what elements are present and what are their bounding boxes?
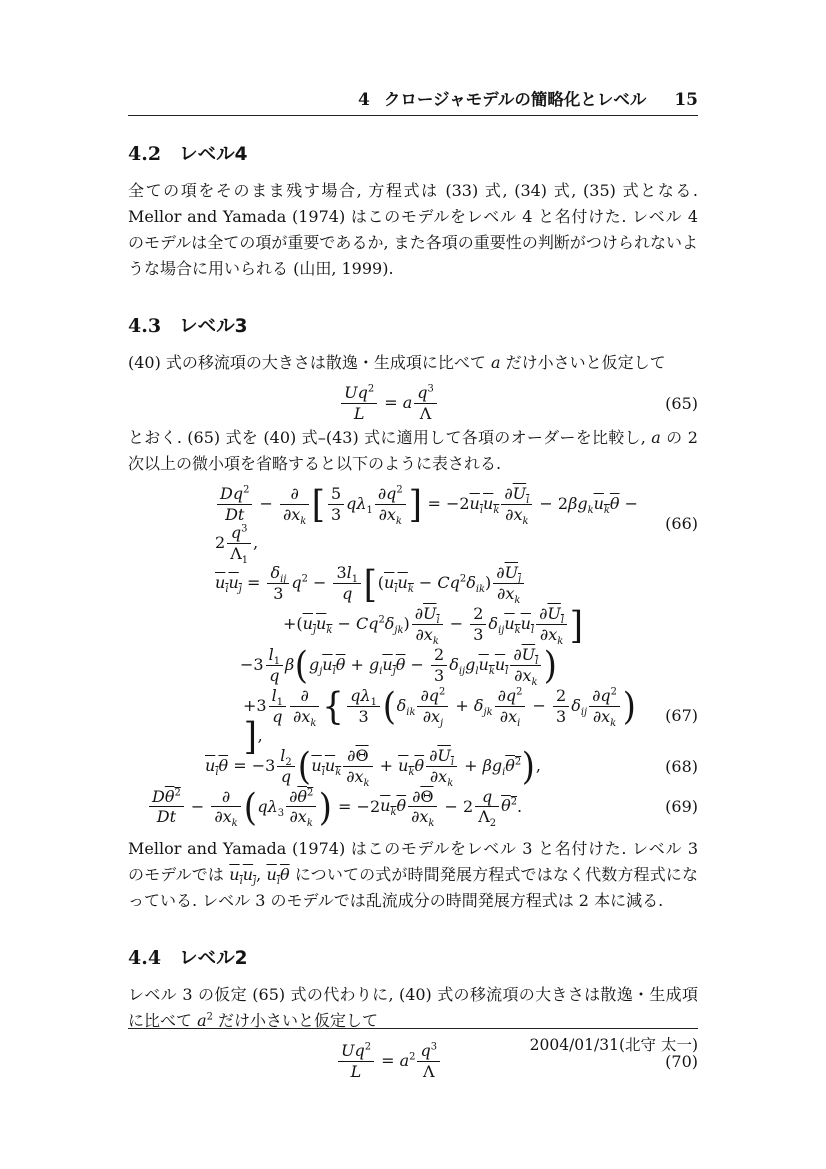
- section-title: レベル4: [179, 144, 248, 165]
- paragraph-level2-intro: レベル 3 の仮定 (65) 式の代わりに, (40) 式の移流項の大きさは散逸・生成項に比べて $a^2$ だけ小さいと仮定して: [128, 985, 698, 1031]
- equation-70-number: (70): [665, 1052, 698, 1072]
- equation-69-body: $\frac{D\theta^2}{Dt}$ − ∂ $\partial x_k$ ($q\lambda_3$ $\frac{\partial\theta^2}{\partial x_k}$ ) = $-2u_k\theta$ $\frac{\partial\overline{\Theta}}{\partial x_k}$ − 2 $\frac{q}{\Lambda_2}$ $\theta^2$.: [128, 788, 650, 827]
- section-number: 4.4: [128, 947, 162, 970]
- equation-65-body: $\frac{Uq^2}{L}$ = a $\frac{q^3}{\Lambda}$: [128, 384, 650, 423]
- equation-65-number: (65): [665, 393, 698, 413]
- equation-67-body: $+(u_ju_k - Cq^2\delta_{jk})$ $\frac{\partial U_i}{\partial x_k}$ − $\frac{2}{3}$ $\delta_{ij}u_ku_l$ $\frac{\partial U_l}{\partial x_k}$ ]: [283, 602, 584, 648]
- equation-69: [128, 784, 698, 830]
- section-heading-4-4: [128, 944, 698, 970]
- footer-date-author: 2004/01/31(北守 太一): [529, 1036, 698, 1054]
- equation-67-body: +3 $\frac{l_1}{q}$ ∂ $\partial x_k$ { $\frac{q\lambda_1}{3}$ ($\delta_{ik}$ $\frac{\partial q^2}{\partial x_j}$ + $\delta_{jk}$ $\frac{\partial q^2}{\partial x_i}$ − $\frac{2}{3}$ $\delta_{ij}$ $\frac{\partial q^2}{\partial x_k}$ )],: [243, 684, 636, 759]
- section-heading-4-2: [128, 140, 698, 166]
- header-section-title: クロージャモデルの簡略化とレベル: [383, 90, 647, 109]
- equation-67-line-4: [128, 684, 698, 759]
- section-number: 4.2: [128, 143, 162, 165]
- equation-68: [128, 744, 698, 789]
- section-title: レベル3: [179, 316, 248, 337]
- paragraph-level3-conclusion: Mellor and Yamada (1974) はこのモデルをレベル 3 と名付けた. レベル 3 のモデルでは $u_iu_j$, $u_i\theta$ についての式が時間発展方程式ではなく代数方程式になっている. レベル 3 のモデルでは乱流成分の時間発展方程式は 2 本に減る.: [128, 839, 698, 911]
- paragraph-level3-intro: (40) 式の移流項の大きさは散逸・生成項に比べて a だけ小さいと仮定して: [128, 353, 666, 372]
- section-number: 4.3: [128, 315, 162, 337]
- equation-66-body: $\frac{Dq^2}{Dt}$ − ∂ $\partial x_k$ [ $\frac{5}{3}$ $q\lambda_1$ $\frac{\partial q^2}{\partial x_k}$ ] = $-2u_iu_k$ $\frac{\partial U_i}{\partial x_k}$ − $2\beta g_ku_k\theta - 2$ $\frac{q^3}{\Lambda_1}$ ,: [215, 482, 639, 566]
- equation-69-number: (69): [665, 797, 698, 817]
- paragraph-order-comparison: とおく. (65) 式を (40) 式–(43) 式に適用して各項のオーダーを比較し, a の 2 次以上の微小項を省略すると以下のように表される.: [128, 427, 698, 473]
- equation-66: [128, 482, 698, 566]
- equation-68-body: $u_i\theta = -3$ $\frac{l_2}{q}$ ($u_iu_k$ $\frac{\partial\overline{\Theta}}{\partial x_k}$ + $u_k\theta$ $\frac{\partial U_i}{\partial x_k}$ + $\beta g_i\theta^2$),: [205, 744, 541, 789]
- equation-67-line-3: [128, 643, 698, 689]
- page-number: 15: [674, 90, 698, 110]
- paragraph-level4: 全ての項をそのまま残す場合, 方程式は (33) 式, (34) 式, (35) 式となる. Mellor and Yamada (1974) はこのモデルをレベル 4 と名付けた. レベル 4 のモデルは全ての項が重要であるか, また各項の重要性の判断がつけられないような場合に用いられる (山田, 1999).: [128, 181, 698, 278]
- equation-67-line-1: [128, 561, 698, 607]
- equation-67-number: (67): [665, 706, 698, 726]
- section-title: レベル2: [179, 948, 248, 970]
- page-content: [128, 110, 698, 1083]
- header-section-number: 4: [357, 90, 370, 110]
- page-footer: [128, 1028, 698, 1055]
- equation-66-number: (66): [665, 514, 698, 534]
- section-heading-4-3: [128, 312, 698, 338]
- equation-67-body: −3 $\frac{l_1}{q}$ $\beta(g_ju_i\theta + g_iu_j\theta$ − $\frac{2}{3}$ $\delta_{ij}g_lu_ku_l$ $\frac{\partial U_l}{\partial x_k}$ ): [240, 643, 558, 689]
- equation-68-number: (68): [665, 756, 698, 776]
- equation-70-body: $\frac{Uq^2}{L}$ = $a^2$ $\frac{q^3}{\Lambda}$: [128, 1042, 650, 1081]
- equation-67-body: $u_iu_j$ = $\delta_{ij}$ 3 $q^2$ − $\frac{3l_1}{q}$ [$(u_iu_k - Cq^2\delta_{ik})$ $\frac{\partial U_j}{\partial x_k}$: [128, 564, 650, 603]
- equation-67-line-2: [128, 602, 698, 648]
- equation-65: [128, 384, 698, 423]
